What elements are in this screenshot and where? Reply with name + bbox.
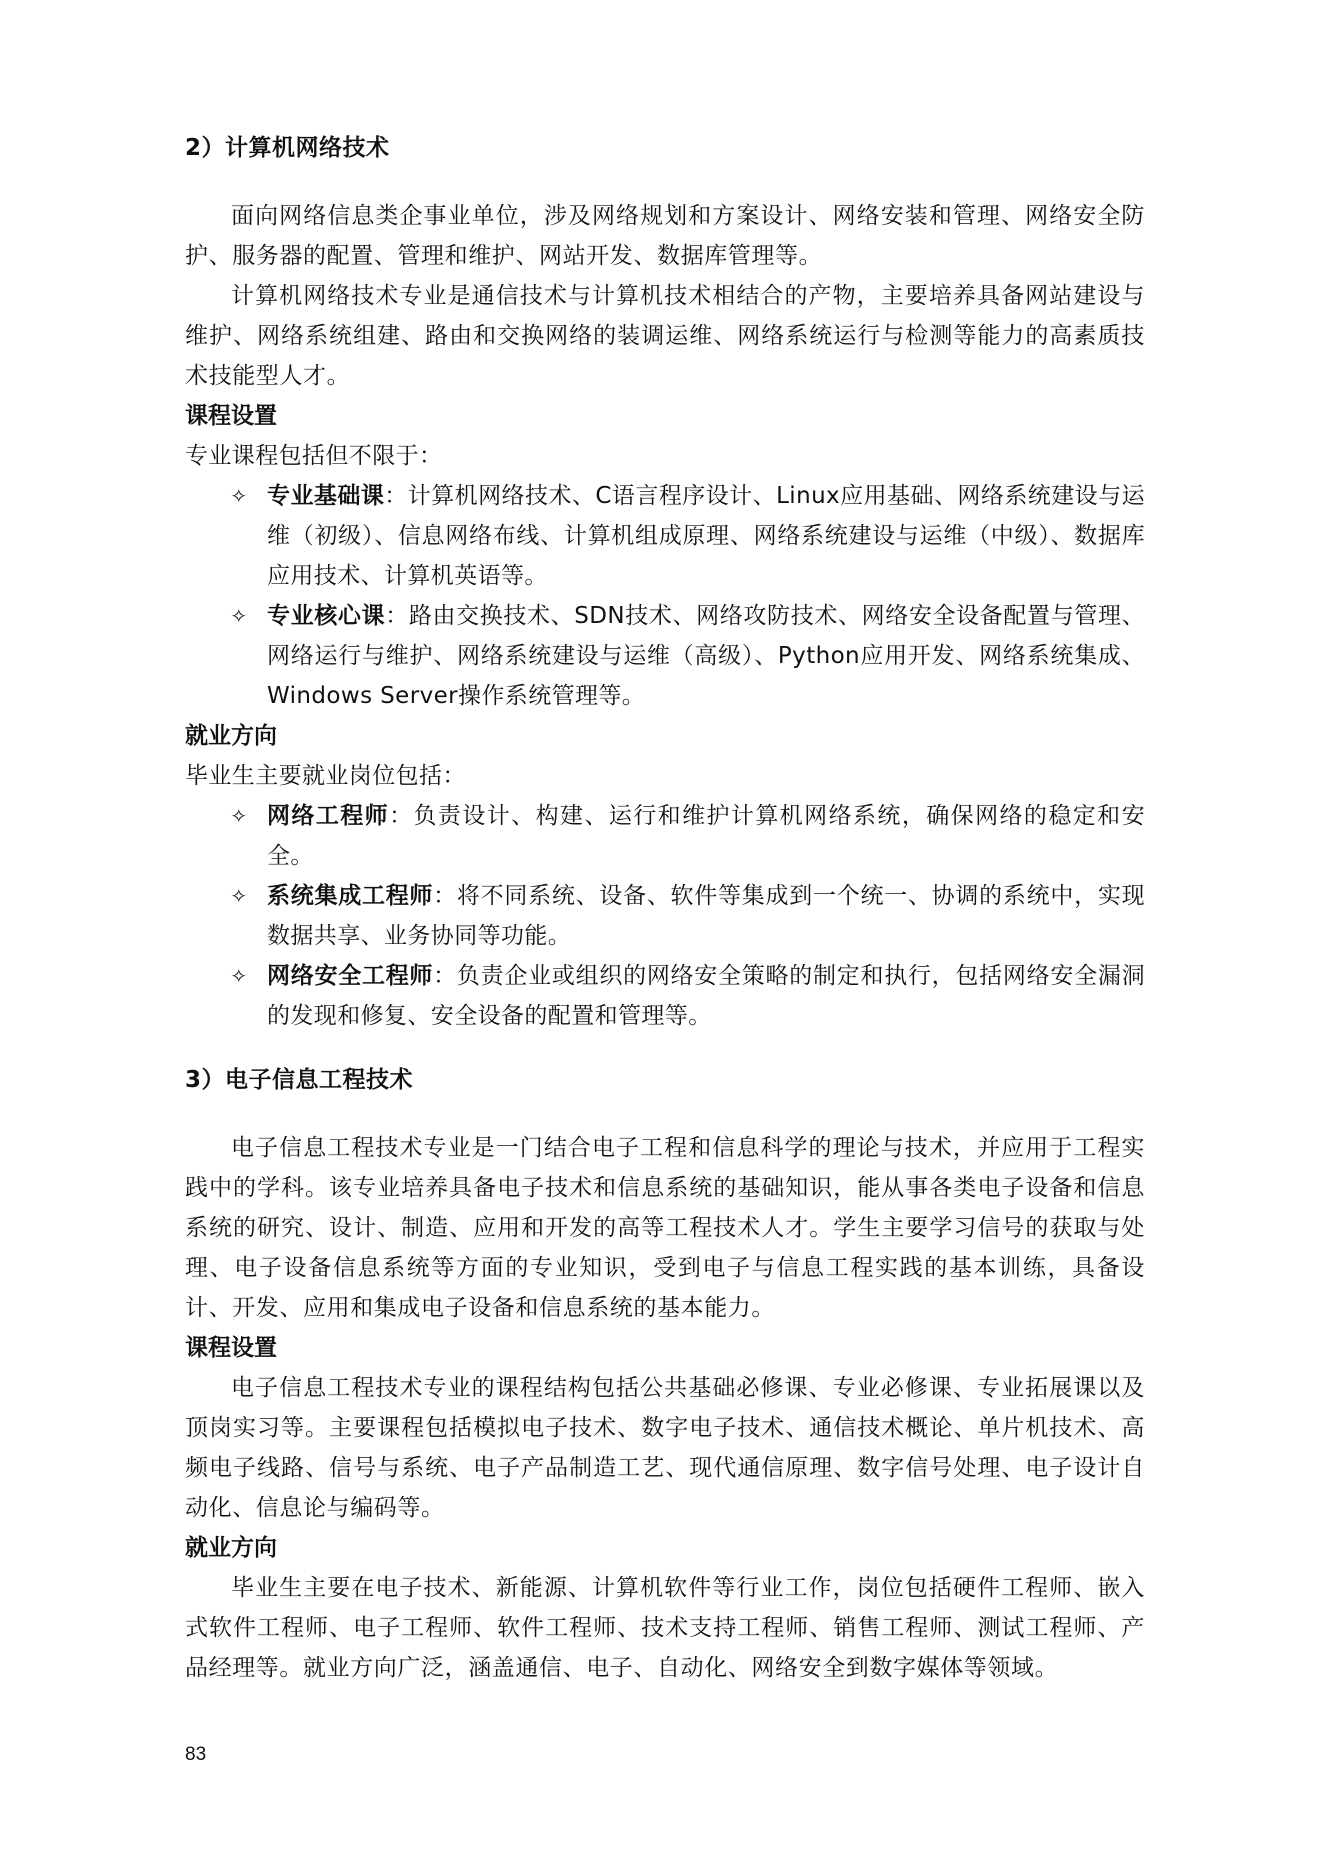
job-text: ：负责企业或组织的网络安全策略的制定和执行，包括网络安全漏洞的发现和修复、安全设备的配置和管理等。 <box>267 963 1145 1029</box>
courses-heading: 课程设置 <box>185 1335 277 1361</box>
course-term: 专业基础课 <box>267 483 385 509</box>
job-list <box>185 796 1145 1036</box>
list-item <box>185 476 1145 596</box>
document-page <box>185 128 1145 1688</box>
list-item <box>185 876 1145 956</box>
section-title: 3）电子信息工程技术 <box>185 1067 414 1093</box>
intro-paragraph: 电子信息工程技术专业是一门结合电子工程和信息科学的理论与技术，并应用于工程实践中的学科。该专业培养具备电子技术和信息系统的基础知识，能从事各类电子设备和信息系统的研究、设计、制造、应用和开发的高等工程技术人才。学生主要学习信号的获取与处理、电子设备信息系统等方面的专业知识，受到电子与信息工程实践的基本训练，具备设计、开发、应用和集成电子设备和信息系统的基本能力。 <box>185 1135 1145 1321</box>
course-text: ：计算机网络技术、C语言程序设计、Linux应用基础、网络系统建设与运维（初级）、信息网络布线、计算机组成原理、网络系统建设与运维（中级）、数据库应用技术、计算机英语等。 <box>267 483 1145 589</box>
job-term: 网络安全工程师 <box>267 963 434 989</box>
list-item <box>185 956 1145 1036</box>
jobs-paragraph: 毕业生主要在电子技术、新能源、计算机软件等行业工作，岗位包括硬件工程师、嵌入式软件工程师、电子工程师、软件工程师、技术支持工程师、销售工程师、测试工程师、产品经理等。就业方向广泛，涵盖通信、电子、自动化、网络安全到数字媒体等领域。 <box>185 1575 1145 1681</box>
job-text: ：将不同系统、设备、软件等集成到一个统一、协调的系统中，实现数据共享、业务协同等功能。 <box>267 883 1145 949</box>
courses-intro: 专业课程包括但不限于： <box>185 443 443 469</box>
course-text: ：路由交换技术、SDN技术、网络攻防技术、网络安全设备配置与管理、网络运行与维护、网络系统建设与运维（高级）、Python应用开发、网络系统集成、Windows Server操作系统管理等。 <box>267 603 1146 709</box>
section-title: 2）计算机网络技术 <box>185 135 390 161</box>
courses-paragraph: 电子信息工程技术专业的课程结构包括公共基础必修课、专业必修课、专业拓展课以及顶岗实习等。主要课程包括模拟电子技术、数字电子技术、通信技术概论、单片机技术、高频电子线路、信号与系统、电子产品制造工艺、现代通信原理、数字信号处理、电子设计自动化、信息论与编码等。 <box>185 1375 1145 1521</box>
job-term: 系统集成工程师 <box>267 883 434 909</box>
diamond-star-icon: ✧ <box>230 964 248 988</box>
jobs-heading: 就业方向 <box>185 723 277 749</box>
list-item <box>185 596 1145 716</box>
diamond-star-icon: ✧ <box>230 804 248 828</box>
courses-heading: 课程设置 <box>185 403 277 429</box>
jobs-intro: 毕业生主要就业岗位包括： <box>185 763 466 789</box>
diamond-star-icon: ✧ <box>230 484 248 508</box>
intro-paragraph: 面向网络信息类企事业单位，涉及网络规划和方案设计、网络安装和管理、网络安全防护、服务器的配置、管理和维护、网站开发、数据库管理等。 <box>185 203 1145 269</box>
page-number: 83 <box>185 1744 207 1765</box>
job-term: 网络工程师 <box>267 803 390 829</box>
course-term: 专业核心课 <box>267 603 386 629</box>
job-text: ：负责设计、构建、运行和维护计算机网络系统，确保网络的稳定和安全。 <box>267 803 1146 869</box>
intro-paragraph: 计算机网络技术专业是通信技术与计算机技术相结合的产物，主要培养具备网站建设与维护、网络系统组建、路由和交换网络的装调运维、网络系统运行与检测等能力的高素质技术技能型人才。 <box>185 283 1145 389</box>
course-list <box>185 476 1145 716</box>
diamond-star-icon: ✧ <box>230 604 248 628</box>
jobs-heading: 就业方向 <box>185 1535 277 1561</box>
diamond-star-icon: ✧ <box>230 884 248 908</box>
list-item <box>185 796 1145 876</box>
